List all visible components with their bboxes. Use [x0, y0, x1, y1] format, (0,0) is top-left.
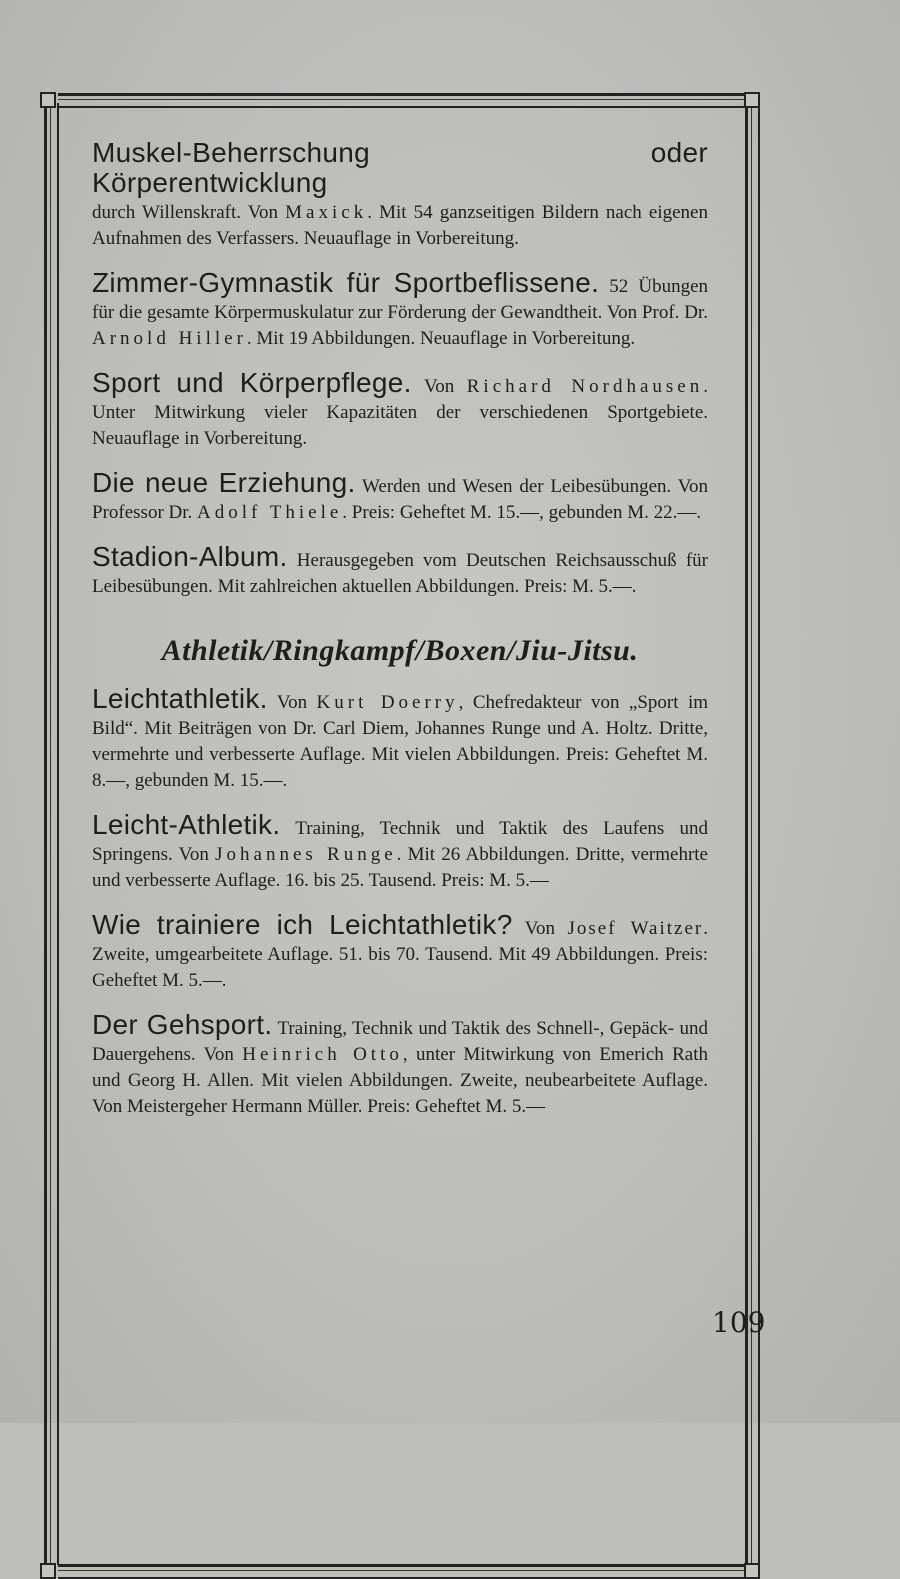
- book-author: Maxick: [285, 202, 368, 223]
- book-entry: [92, 541, 708, 600]
- frame-corner-ornament: [744, 1563, 760, 1579]
- book-description: . Mit 54 ganzseitigen Bildern nach eigenen Aufnahmen des Verfassers. Neuauflage in Vorbereitung.: [92, 202, 708, 249]
- page-number: 109: [712, 1306, 766, 1339]
- book-entry: [92, 367, 708, 452]
- book-author: Arnold Hiller: [92, 328, 247, 349]
- book-title: Der Gehsport.: [92, 1009, 273, 1040]
- book-title: Zimmer-Gymnastik für Sportbeflissene.: [92, 267, 600, 298]
- book-entry: [92, 683, 708, 794]
- book-description: 52 Übungen für die gesamte Körpermuskulatur zur Förderung der Gewandtheit. Von Prof. Dr.: [92, 276, 708, 323]
- book-author: Heinrich Otto: [242, 1044, 403, 1065]
- book-description: . Mit 19 Abbildungen. Neuauflage in Vorbereitung.: [246, 328, 636, 349]
- book-description: . Unter Mitwirkung vieler Kapazitäten der verschiedenen Sportgebiete. Neuauflage in Vorbereitung.: [92, 376, 708, 449]
- book-title: Muskel-Beherrschung oder Körperentwicklung: [92, 137, 708, 198]
- book-description: . Mit 26 Abbildungen. Dritte, vermehrte und verbesserte Auflage. 16. bis 25. Tausend. Preis: M. 5.—: [92, 844, 708, 891]
- book-description: durch Willenskraft. Von: [92, 202, 286, 223]
- book-title: Die neue Erziehung.: [92, 467, 356, 498]
- book-author: Kurt Doerry: [316, 692, 459, 713]
- book-title: Leichtathletik.: [92, 683, 268, 714]
- frame-right-rule: [745, 103, 760, 1565]
- book-description: Von: [512, 918, 568, 939]
- book-author: Adolf Thiele: [197, 502, 343, 523]
- book-title: Leicht-Athletik.: [92, 809, 281, 840]
- book-author: Richard Nordhausen: [466, 376, 704, 397]
- book-description: Herausgegeben vom Deutschen Reichsausschuß für Leibesübungen. Mit zahlreichen aktuellen Abbildungen. Preis: M. 5.—.: [92, 550, 708, 597]
- book-description: . Preis: Geheftet M. 15.—, gebunden M. 22.—.: [342, 502, 702, 523]
- frame-corner-ornament: [744, 92, 760, 108]
- book-entry: [92, 137, 708, 252]
- book-title: Wie trainiere ich Leichtathletik?: [92, 909, 513, 940]
- book-entry: [92, 809, 708, 894]
- section-heading: Athletik/Ringkampf/Boxen/Jiu-Jitsu.: [161, 634, 639, 667]
- book-title: Stadion-Album.: [92, 541, 288, 572]
- book-title: Sport und Körperpflege.: [92, 367, 412, 398]
- book-description: , Chefredakteur von „Sport im Bild“. Mit Beiträgen von Dr. Carl Diem, Johannes Runge und A. Holtz. Dritte, vermehrte und verbesserte Auflage. Mit vielen Abbildungen. Preis: Geheftet M. 8.—, gebunden M. 15.—.: [92, 692, 708, 791]
- book-description: Training, Technik und Taktik des Laufens und Springens. Von: [92, 818, 708, 865]
- frame-corner-ornament: [40, 1563, 56, 1579]
- frame-corner-ornament: [40, 92, 56, 108]
- book-entry: [92, 267, 708, 352]
- book-description: . Zweite, umgearbeitete Auflage. 51. bis 70. Tausend. Mit 49 Abbildungen. Preis: Geheftet M. 5.—.: [92, 918, 708, 991]
- book-entry: [92, 1009, 709, 1120]
- book-description: Werden und Wesen der Leibesübungen. Von Professor Dr.: [92, 476, 708, 523]
- book-description: Von: [267, 692, 317, 713]
- frame-bottom-rule: [58, 1564, 750, 1579]
- book-description: , unter Mitwirkung von Emerich Rath und Georg H. Allen. Mit vielen Abbildungen. Zweite, neubearbeitete Auflage. Von Meistergeher Hermann Müller. Preis: Geheftet M. 5.—: [92, 1044, 709, 1117]
- book-entry: [92, 909, 708, 994]
- catalog-content: [92, 137, 709, 1138]
- book-entry: [92, 467, 708, 526]
- book-description: Training, Technik und Taktik des Schnell-, Gepäck- und Dauergehens. Von: [92, 1018, 708, 1065]
- book-description: Von: [411, 376, 467, 397]
- book-author: Josef Waitzer: [567, 918, 704, 939]
- frame-left-rule: [44, 103, 59, 1565]
- book-author: Johannes Runge: [215, 844, 397, 865]
- frame-top-rule: [58, 93, 750, 108]
